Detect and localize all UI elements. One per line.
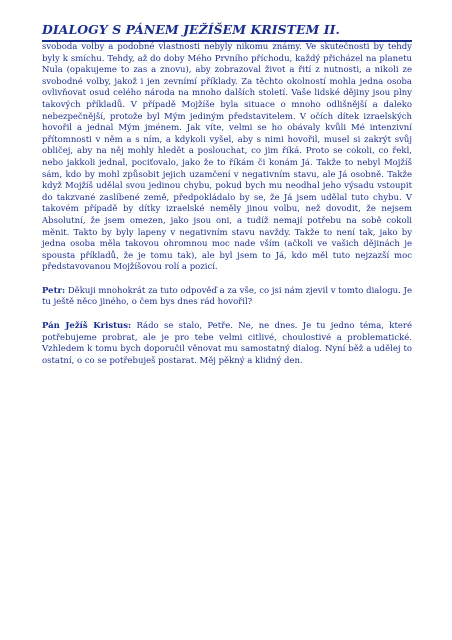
speaker-label-petr: Petr: [42, 285, 66, 296]
paragraph-jesus [42, 321, 412, 367]
paragraph-continuation [42, 42, 412, 274]
paragraph-text: svoboda volby a podobné vlastnosti nebyly nikomu známy. Ve skutečnosti by tehdy byly k smíchu. Tehdy, až do doby Mého Prvního příchodu, každý přicházel na planetu Nula (opakujeme to zas a znovu), aby zobrazoval život a řití z nutnosti, a nikoli ze svobodné volby, jakož i jen zevnímí příklady. Za těchto okolností mohla jedna osoba ovlivňovat osud celého národa na mnoho dalších století. Vaše lidské dějiny jsou plny takových příkladů. V případě Mojžíše byla situace o mnoho odlišnější a daleko nebezpečnější, protože byl Mým jediným představitelem. V očích dítek izraelských hovořil a jednal Mým jménem. Jak víte, velmi se ho obávaly kvůli Mé intenzivní přítomnosti v něm a s ním, a kdykoli vyšel, aby s nimi hovořil, musel si zakrýt svůj obličej, aby na něj mohly hledět a poslouchat, co jim říká. Proto se cokoli, co řekl, nebo jakkoli jednal, pociťovalo, jako že to říkám či konám Já. Takže to nebyl Mojžíš sám, kdo by mohl způsobit jejich uzamčení v negativním stavu, ale Já osobně. Takže když Mojžíš udělal svou jedinou chybu, pokud bych mu neodhal jeho výsadu vstoupit do takzvané zaslíbené země, předpokládalo by se, že Já jsem udělal tuto chybu. V takovém případě by dítky izraelské neměly jinou volbu, než dovodit, že nejsem Absolutní, že jsem omezen, jako jsou oni, a tudíž nemají potřebu na sobě cokoli měnit. Takto by byly lapeny v negativním stavu navždy. Takže to není tak, jako by jedna osoba měla takovou ohromnou moc nade vším (ačkoli ve vašich dějinách je spousta příkladů, že je tomu tak), ale byl jsem to Já, kdo měl tuto nejzazší moc představovanou Mojžíšovou rolí a pozicí. [42, 42, 412, 273]
speaker-label-jesus: Pán Ježíš Kristus: [42, 321, 132, 332]
document-body [42, 42, 412, 379]
paragraph-petr [42, 286, 412, 309]
page-title: DIALOGY S PÁNEM JEŽÍŠEM KRISTEM II. [42, 22, 340, 37]
paragraph-text: Rádo se stalo, Petře. Ne, ne dnes. Je tu jedno téma, které potřebujeme probrat, ale je pro tebe velmi citlivé, choulostivé a problematické. Vzhledem k tomu bych doporučil věnovat mu samostatný dialog. Nyní běž a udělej to ostatní, o co se potřebuješ postarat. Měj pěkný a klidný den. [42, 321, 412, 366]
paragraph-text: Děkuji mnohokrát za tuto odpověď a za vše, co jsi nám zjevil v tomto dialogu. Je tu ještě něco jiného, o čem bys dnes rád hovořil? [42, 285, 412, 308]
